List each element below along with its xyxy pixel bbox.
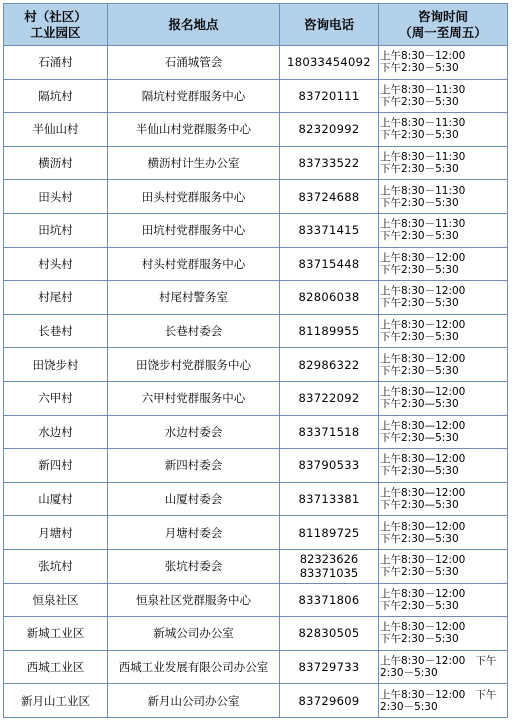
cell-phone: 83715448	[280, 247, 379, 281]
cell-hours: 上午8:30—12:00 下午2:30—5:30	[379, 516, 508, 550]
cell-village: 田头村	[4, 180, 108, 214]
cell-phone: 83722092	[280, 381, 379, 415]
cell-location: 石涌城管会	[108, 46, 280, 80]
cell-hours: 上午8:30－11:30 下午2:30－5:30	[379, 79, 508, 113]
table-row	[4, 516, 508, 550]
table-row	[4, 381, 508, 415]
table-row	[4, 583, 508, 617]
cell-location: 田饶步村党群服务中心	[108, 348, 280, 382]
cell-village: 新月山工业区	[4, 684, 108, 718]
cell-location: 半仙山村党群服务中心	[108, 113, 280, 147]
cell-phone: 83371518	[280, 415, 379, 449]
cell-location: 村尾村警务室	[108, 281, 280, 315]
table-row	[4, 549, 508, 583]
cell-location: 西城工业发展有限公司办公室	[108, 650, 280, 684]
cell-phone: 81189725	[280, 516, 379, 550]
cell-phone: 83720111	[280, 79, 379, 113]
cell-hours: 上午8:30－12:00 下午2:30－5:30	[379, 281, 508, 315]
cell-hours: 上午8:30—12:00 下午2:30—5:30	[379, 449, 508, 483]
cell-location: 长巷村委会	[108, 314, 280, 348]
header-location: 报名地点	[108, 4, 280, 46]
cell-phone: 82806038	[280, 281, 379, 315]
table-row	[4, 46, 508, 80]
cell-village: 半仙山村	[4, 113, 108, 147]
table-row	[4, 146, 508, 180]
cell-village: 西城工业区	[4, 650, 108, 684]
cell-village: 村尾村	[4, 281, 108, 315]
cell-location: 新四村委会	[108, 449, 280, 483]
cell-location: 新月山公司办公室	[108, 684, 280, 718]
cell-village: 新四村	[4, 449, 108, 483]
table-row	[4, 281, 508, 315]
table-row	[4, 684, 508, 718]
table-row	[4, 617, 508, 651]
cell-village: 横沥村	[4, 146, 108, 180]
cell-phone: 83790533	[280, 449, 379, 483]
table-row	[4, 213, 508, 247]
cell-phone: 82830505	[280, 617, 379, 651]
cell-phone: 83713381	[280, 482, 379, 516]
table-row	[4, 180, 508, 214]
cell-hours: 上午8:30－11:30 下午2:30－5:30	[379, 146, 508, 180]
cell-phone: 82323626 83371035	[280, 549, 379, 583]
cell-location: 山厦村委会	[108, 482, 280, 516]
cell-phone: 83729733	[280, 650, 379, 684]
cell-phone: 83371806	[280, 583, 379, 617]
cell-location: 田头村党群服务中心	[108, 180, 280, 214]
cell-location: 月塘村委会	[108, 516, 280, 550]
cell-hours: 上午8:30－11:30 下午2:30－5:30	[379, 213, 508, 247]
table-row	[4, 415, 508, 449]
registration-table	[3, 3, 508, 718]
cell-hours: 上午8:30—12:00 下午2:30—5:30	[379, 482, 508, 516]
cell-phone: 83724688	[280, 180, 379, 214]
cell-village: 新城工业区	[4, 617, 108, 651]
header-phone: 咨询电话	[280, 4, 379, 46]
table-header-row	[4, 4, 508, 46]
cell-hours: 上午8:30－12:00 下午2:30－5:30	[379, 247, 508, 281]
cell-phone: 82320992	[280, 113, 379, 147]
cell-village: 山厦村	[4, 482, 108, 516]
table-row	[4, 314, 508, 348]
cell-phone: 83729609	[280, 684, 379, 718]
cell-location: 张坑村委会	[108, 549, 280, 583]
cell-village: 田坑村	[4, 213, 108, 247]
header-hours: 咨询时间 （周一至周五）	[379, 4, 508, 46]
cell-location: 六甲村党群服务中心	[108, 381, 280, 415]
cell-phone: 18033454092	[280, 46, 379, 80]
cell-hours: 上午8:30—12:00 下午2:30—5:30	[379, 381, 508, 415]
cell-location: 田坑村党群服务中心	[108, 213, 280, 247]
cell-village: 月塘村	[4, 516, 108, 550]
table-row	[4, 348, 508, 382]
cell-hours: 上午8:30－12:00 下午2:30－5:30	[379, 583, 508, 617]
cell-hours: 上午8:30—12:00 下午2:30—5:30	[379, 415, 508, 449]
cell-hours: 上午8:30－12:00 下午2:30－5:30	[379, 684, 508, 718]
cell-village: 石涌村	[4, 46, 108, 80]
cell-location: 水边村委会	[108, 415, 280, 449]
cell-village: 长巷村	[4, 314, 108, 348]
cell-location: 横沥村计生办公室	[108, 146, 280, 180]
cell-phone: 83733522	[280, 146, 379, 180]
table-row	[4, 650, 508, 684]
cell-hours: 上午8:30－12:00 下午2:30－5:30	[379, 617, 508, 651]
cell-location: 村头村党群服务中心	[108, 247, 280, 281]
cell-phone: 83371415	[280, 213, 379, 247]
cell-hours: 上午8:30－12:00 下午2:30－5:30	[379, 549, 508, 583]
header-village: 村（社区） 工业园区	[4, 4, 108, 46]
table-row	[4, 482, 508, 516]
cell-hours: 上午8:30－12:00 下午2:30－5:30	[379, 650, 508, 684]
cell-phone: 82986322	[280, 348, 379, 382]
cell-village: 水边村	[4, 415, 108, 449]
cell-phone: 81189955	[280, 314, 379, 348]
table-row	[4, 449, 508, 483]
table-row	[4, 113, 508, 147]
table-row	[4, 247, 508, 281]
cell-location: 新城公司办公室	[108, 617, 280, 651]
cell-village: 村头村	[4, 247, 108, 281]
cell-village: 恒泉社区	[4, 583, 108, 617]
cell-hours: 上午8:30－12:00 下午2:30－5:30	[379, 348, 508, 382]
cell-hours: 上午8:30－12:00 下午2:30－5:30	[379, 46, 508, 80]
cell-hours: 上午8:30－11:30 下午2:30－5:30	[379, 113, 508, 147]
cell-village: 田饶步村	[4, 348, 108, 382]
cell-hours: 上午8:30－12:00 下午2:30－5:30	[379, 314, 508, 348]
table-row	[4, 79, 508, 113]
cell-village: 张坑村	[4, 549, 108, 583]
cell-village: 六甲村	[4, 381, 108, 415]
cell-village: 隔坑村	[4, 79, 108, 113]
cell-location: 恒泉社区党群服务中心	[108, 583, 280, 617]
cell-hours: 上午8:30－11:30 下午2:30－5:30	[379, 180, 508, 214]
cell-location: 隔坑村党群服务中心	[108, 79, 280, 113]
